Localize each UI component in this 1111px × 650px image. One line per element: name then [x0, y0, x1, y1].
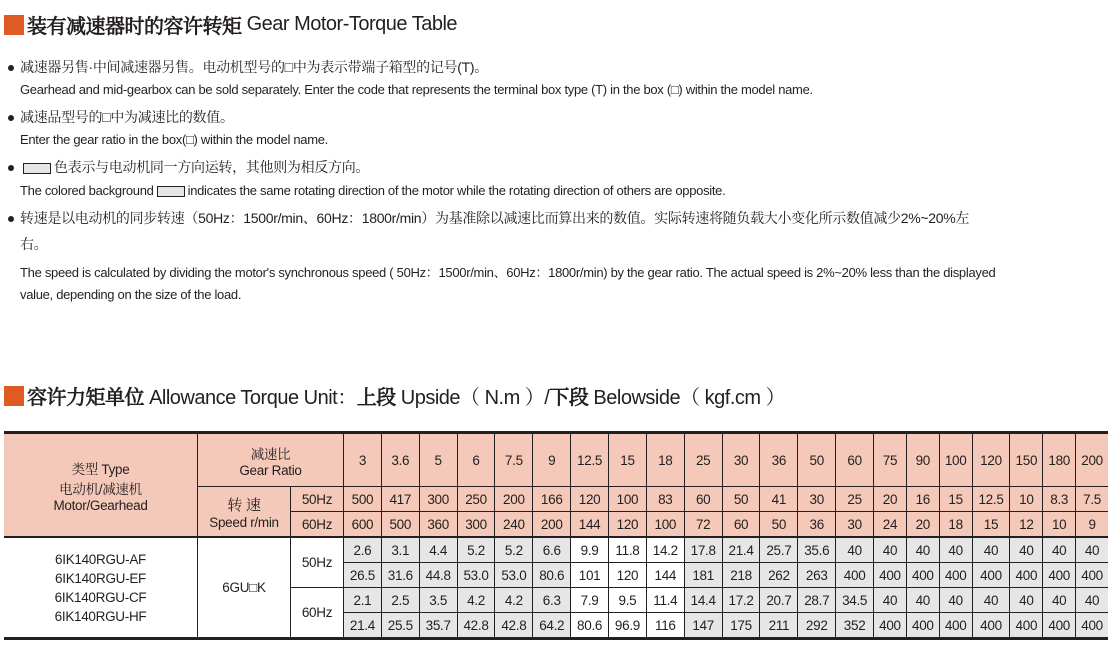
speed-60hz-cell: 300 [457, 512, 495, 538]
torque-60hz-kgf-cell: 400 [939, 613, 972, 639]
torque-50hz-nm-cell: 3.1 [381, 537, 419, 563]
gear-ratio-cell: 3 [344, 433, 382, 487]
gear-ratio-cell: 100 [939, 433, 972, 487]
note-3-en: The colored background indicates the same rotating direction of the motor while the rotating direction of others are opposite. [20, 183, 726, 198]
note-4-zh: 转速是以电动机的同步转速（50Hz：1500r/min、60Hz：1800r/min）为基准除以减速比而算出来的数值。实际转速将随负载大小变化所示数值减少2%~20%左 [8, 208, 969, 228]
orange-square-icon [4, 15, 24, 35]
note-3-zh: 色表示与电动机同一方向运转，其他则为相反方向。 [8, 157, 369, 177]
torque-60hz-kgf-cell: 400 [1076, 613, 1108, 639]
torque-50hz-nm-cell: 40 [836, 537, 874, 563]
speed-50hz-cell: 120 [571, 487, 609, 512]
gear-ratio-cell: 75 [874, 433, 907, 487]
section-title-torque-table: 装有减速器时的容许转矩 Gear Motor-Torque Table [4, 10, 457, 39]
torque-60hz-nm-cell: 3.5 [419, 588, 457, 613]
torque-60hz-nm-cell: 7.9 [571, 588, 609, 613]
color-swatch [157, 186, 185, 197]
torque-60hz-nm-cell: 2.1 [344, 588, 382, 613]
torque-60hz-kgf-cell: 21.4 [344, 613, 382, 639]
gear-ratio-cell: 15 [609, 433, 647, 487]
speed-60hz-cell: 15 [972, 512, 1010, 538]
note-2-en: Enter the gear ratio in the box(□) within the model name. [20, 132, 328, 147]
speed-50hz-cell: 16 [906, 487, 939, 512]
torque-50hz-kgf-cell: 400 [906, 563, 939, 588]
torque-50hz-kgf-cell: 80.6 [533, 563, 571, 588]
section-title-torque-unit: 容许力矩单位 Allowance Torque Unit： 上段 Upside（ N.m ）/ 下段 Belowside（ kgf.cm ） [4, 381, 785, 410]
bullet-icon [8, 65, 14, 71]
bullet-icon [8, 216, 14, 222]
speed-50hz-cell: 10 [1010, 487, 1043, 512]
speed-60hz-cell: 30 [836, 512, 874, 538]
torque-60hz-kgf-cell: 80.6 [571, 613, 609, 639]
torque-50hz-kgf-cell: 120 [609, 563, 647, 588]
torque-50hz-nm-cell: 17.8 [684, 537, 722, 563]
torque-50hz-kgf-cell: 53.0 [457, 563, 495, 588]
gear-ratio-cell: 3.6 [381, 433, 419, 487]
motor-models: 6IK140RGU-AF 6IK140RGU-EF 6IK140RGU-CF 6IK140RGU-HF [4, 537, 198, 639]
torque-60hz-nm-cell: 2.5 [381, 588, 419, 613]
torque-60hz-kgf-cell: 400 [906, 613, 939, 639]
torque-50hz-nm-cell: 2.6 [344, 537, 382, 563]
speed-60hz-cell: 120 [609, 512, 647, 538]
note-2-zh: 减速品型号的□中为减速比的数值。 [8, 107, 234, 127]
torque-50hz-nm-cell: 40 [874, 537, 907, 563]
speed-60hz-cell: 20 [906, 512, 939, 538]
torque-50hz-nm-cell: 40 [1043, 537, 1076, 563]
torque-60hz-nm-cell: 6.3 [533, 588, 571, 613]
gear-ratio-cell: 9 [533, 433, 571, 487]
torque-60hz-kgf-cell: 400 [972, 613, 1010, 639]
torque-60hz-nm-cell: 34.5 [836, 588, 874, 613]
torque-50hz-kgf-cell: 144 [646, 563, 684, 588]
torque-50hz-nm-cell: 40 [1076, 537, 1108, 563]
torque-50hz-kgf-cell: 101 [571, 563, 609, 588]
torque-50hz-kgf-cell: 400 [1010, 563, 1043, 588]
torque-50hz-kgf-cell: 218 [722, 563, 760, 588]
note-1-zh: 减速器另售·中间减速器另售。电动机型号的□中为表示带端子箱型的记号(T)。 [8, 57, 488, 77]
torque-60hz-kgf-cell: 116 [646, 613, 684, 639]
speed-60hz-cell: 500 [381, 512, 419, 538]
torque-50hz-kgf-cell: 31.6 [381, 563, 419, 588]
gear-ratio-cell: 18 [646, 433, 684, 487]
torque-60hz-kgf-cell: 400 [1010, 613, 1043, 639]
gear-ratio-cell: 60 [836, 433, 874, 487]
torque-50hz-nm-cell: 21.4 [722, 537, 760, 563]
torque-60hz-nm-cell: 40 [906, 588, 939, 613]
note-1-en: Gearhead and mid-gearbox can be sold separately. Enter the code that represents the terminal box type (T) in the box (□) within the model name. [20, 82, 813, 97]
torque-60hz-nm-cell: 14.4 [684, 588, 722, 613]
speed-50hz-cell: 500 [344, 487, 382, 512]
color-swatch [23, 163, 51, 174]
torque-50hz-kgf-cell: 26.5 [344, 563, 382, 588]
torque-50hz-kgf-cell: 263 [798, 563, 836, 588]
gear-ratio-cell: 120 [972, 433, 1010, 487]
torque-60hz-nm-cell: 9.5 [609, 588, 647, 613]
torque-50hz-nm-cell: 40 [906, 537, 939, 563]
torque-60hz-kgf-cell: 147 [684, 613, 722, 639]
torque-60hz-kgf-cell: 35.7 [419, 613, 457, 639]
speed-50hz-cell: 60 [684, 487, 722, 512]
speed-60hz-cell: 100 [646, 512, 684, 538]
torque-60hz-nm-cell: 4.2 [495, 588, 533, 613]
speed-header: 转 速 Speed r/min [198, 487, 291, 538]
torque-60hz-kgf-cell: 292 [798, 613, 836, 639]
torque-50hz-nm-cell: 35.6 [798, 537, 836, 563]
torque-60hz-kgf-cell: 25.5 [381, 613, 419, 639]
speed-60hz-cell: 200 [533, 512, 571, 538]
torque-50hz-nm-cell: 6.6 [533, 537, 571, 563]
bullet-icon [8, 165, 14, 171]
torque-60hz-nm-cell: 4.2 [457, 588, 495, 613]
speed-50hz-cell: 166 [533, 487, 571, 512]
torque-50hz-nm-cell: 25.7 [760, 537, 798, 563]
torque-60hz-nm-cell: 40 [874, 588, 907, 613]
torque-50hz-kgf-cell: 44.8 [419, 563, 457, 588]
speed-50hz-cell: 200 [495, 487, 533, 512]
torque-50hz-kgf-cell: 181 [684, 563, 722, 588]
torque-table [4, 431, 1108, 640]
torque-50hz-nm-cell: 4.4 [419, 537, 457, 563]
gear-ratio-cell: 90 [906, 433, 939, 487]
speed-60hz-cell: 144 [571, 512, 609, 538]
speed-50hz-cell: 15 [939, 487, 972, 512]
torque-60hz-kgf-cell: 42.8 [495, 613, 533, 639]
torque-60hz-nm-cell: 40 [972, 588, 1010, 613]
speed-50hz-cell: 25 [836, 487, 874, 512]
torque-60hz-nm-cell: 11.4 [646, 588, 684, 613]
gear-ratio-header: 减速比 Gear Ratio [198, 433, 344, 487]
torque-50hz-kgf-cell: 262 [760, 563, 798, 588]
torque-60hz-nm-cell: 40 [1043, 588, 1076, 613]
speed-60hz-cell: 72 [684, 512, 722, 538]
torque-60hz-nm-cell: 20.7 [760, 588, 798, 613]
torque-60hz-kgf-cell: 211 [760, 613, 798, 639]
torque-50hz-nm-cell: 5.2 [495, 537, 533, 563]
torque-60hz-nm-cell: 28.7 [798, 588, 836, 613]
torque-50hz-label: 50Hz [291, 537, 344, 588]
speed-60hz-cell: 12 [1010, 512, 1043, 538]
torque-60hz-kgf-cell: 42.8 [457, 613, 495, 639]
torque-50hz-nm-cell: 40 [972, 537, 1010, 563]
gear-ratio-cell: 50 [798, 433, 836, 487]
speed-50hz-cell: 41 [760, 487, 798, 512]
torque-50hz-kgf-cell: 400 [939, 563, 972, 588]
torque-60hz-kgf-cell: 400 [874, 613, 907, 639]
torque-60hz-nm-cell: 40 [1076, 588, 1108, 613]
torque-50hz-kgf-cell: 400 [874, 563, 907, 588]
torque-50hz-kgf-cell: 400 [1076, 563, 1108, 588]
torque-50hz-nm-cell: 11.8 [609, 537, 647, 563]
gear-ratio-cell: 36 [760, 433, 798, 487]
speed-50hz-label: 50Hz [291, 487, 344, 512]
gear-ratio-cell: 7.5 [495, 433, 533, 487]
gear-ratio-cell: 6 [457, 433, 495, 487]
gear-ratio-cell: 30 [722, 433, 760, 487]
speed-60hz-cell: 10 [1043, 512, 1076, 538]
speed-50hz-cell: 50 [722, 487, 760, 512]
torque-50hz-nm-cell: 14.2 [646, 537, 684, 563]
speed-60hz-cell: 18 [939, 512, 972, 538]
speed-50hz-cell: 12.5 [972, 487, 1010, 512]
torque-60hz-nm-cell: 17.2 [722, 588, 760, 613]
torque-60hz-kgf-cell: 400 [1043, 613, 1076, 639]
torque-50hz-nm-cell: 9.9 [571, 537, 609, 563]
note-4-zh-cont: 右。 [20, 236, 48, 252]
speed-60hz-cell: 36 [798, 512, 836, 538]
gear-ratio-cell: 12.5 [571, 433, 609, 487]
torque-60hz-kgf-cell: 175 [722, 613, 760, 639]
torque-60hz-kgf-cell: 96.9 [609, 613, 647, 639]
speed-50hz-cell: 7.5 [1076, 487, 1108, 512]
gearhead-model: 6GU□K [198, 537, 291, 639]
type-header: 类型 Type 电动机/减速机 Motor/Gearhead [4, 433, 198, 538]
gear-ratio-cell: 180 [1043, 433, 1076, 487]
orange-square-icon [4, 386, 24, 406]
speed-60hz-cell: 9 [1076, 512, 1108, 538]
gear-ratio-cell: 200 [1076, 433, 1108, 487]
speed-60hz-cell: 50 [760, 512, 798, 538]
torque-60hz-nm-cell: 40 [1010, 588, 1043, 613]
bullet-icon [8, 115, 14, 121]
torque-50hz-nm-cell: 5.2 [457, 537, 495, 563]
torque-50hz-kgf-cell: 400 [1043, 563, 1076, 588]
speed-50hz-cell: 8.3 [1043, 487, 1076, 512]
speed-60hz-cell: 60 [722, 512, 760, 538]
speed-60hz-cell: 24 [874, 512, 907, 538]
gear-ratio-cell: 5 [419, 433, 457, 487]
speed-50hz-cell: 100 [609, 487, 647, 512]
speed-50hz-cell: 250 [457, 487, 495, 512]
gear-ratio-cell: 150 [1010, 433, 1043, 487]
torque-50hz-nm-cell: 40 [939, 537, 972, 563]
torque-60hz-nm-cell: 40 [939, 588, 972, 613]
speed-50hz-cell: 417 [381, 487, 419, 512]
note-4-en-cont: value, depending on the size of the load. [20, 287, 242, 302]
speed-50hz-cell: 83 [646, 487, 684, 512]
torque-50hz-nm-cell: 40 [1010, 537, 1043, 563]
torque-60hz-kgf-cell: 64.2 [533, 613, 571, 639]
gear-ratio-cell: 25 [684, 433, 722, 487]
speed-50hz-cell: 300 [419, 487, 457, 512]
speed-50hz-cell: 20 [874, 487, 907, 512]
torque-50hz-kgf-cell: 400 [972, 563, 1010, 588]
speed-50hz-cell: 30 [798, 487, 836, 512]
torque-50hz-kgf-cell: 400 [836, 563, 874, 588]
torque-60hz-kgf-cell: 352 [836, 613, 874, 639]
torque-60hz-label: 60Hz [291, 588, 344, 639]
speed-60hz-cell: 600 [344, 512, 382, 538]
note-4-en: The speed is calculated by dividing the motor's synchronous speed ( 50Hz：1500r/min、60Hz：1800r/min) by the gear ratio. The actual speed is 2%~20% less than the displayed [20, 265, 996, 280]
speed-60hz-cell: 240 [495, 512, 533, 538]
torque-50hz-kgf-cell: 53.0 [495, 563, 533, 588]
speed-60hz-label: 60Hz [291, 512, 344, 538]
speed-60hz-cell: 360 [419, 512, 457, 538]
